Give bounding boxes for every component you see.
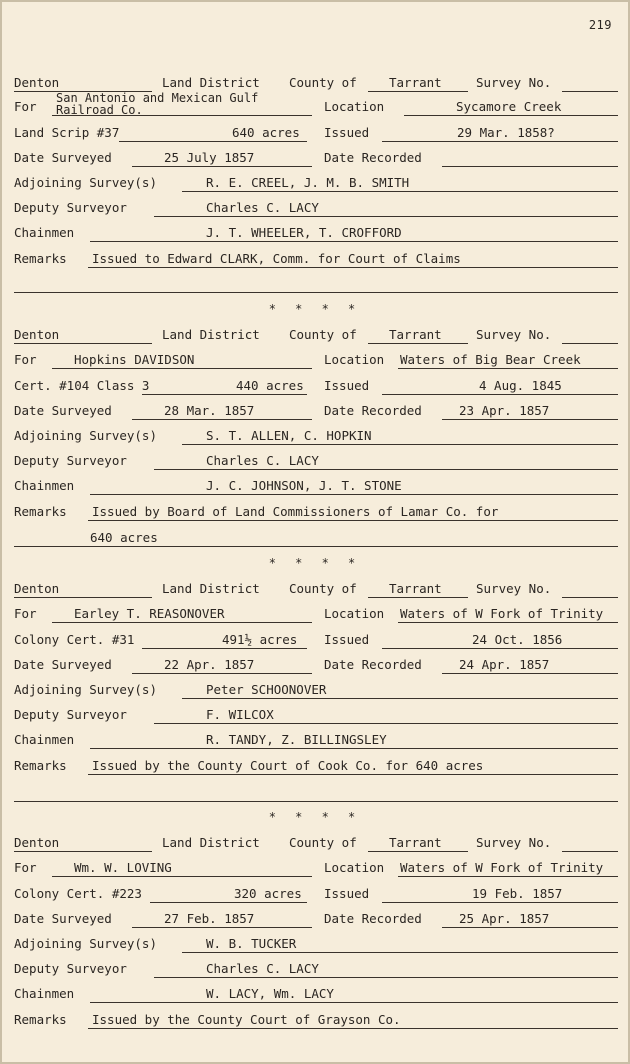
cert-row (14, 122, 618, 146)
deputy-value: F. WILCOX (206, 707, 274, 722)
adjoining-value: S. T. ALLEN, C. HOPKIN (206, 428, 372, 443)
county-value: Tarrant (389, 327, 442, 342)
district-value: Denton (14, 835, 60, 850)
land-district-label: Land District (162, 581, 260, 596)
cert-value: Cert. #104 Class 3 (14, 378, 150, 393)
district-row (14, 832, 618, 856)
county-label: County of (289, 327, 357, 342)
chainmen-row (14, 222, 618, 246)
remarks-row (14, 501, 618, 525)
date-surveyed-value: 25 July 1857 (164, 150, 255, 165)
district-value: Denton (14, 327, 60, 342)
cert-row (14, 375, 618, 399)
deputy-value: Charles C. LACY (206, 961, 319, 976)
chainmen-value: R. TANDY, Z. BILLINGSLEY (206, 732, 387, 747)
chainmen-label: Chainmen (14, 732, 75, 747)
date-recorded-value: 23 Apr. 1857 (459, 403, 550, 418)
acres-value: 440 acres (236, 378, 304, 393)
land-district-label: Land District (162, 327, 260, 342)
for-row (14, 603, 618, 627)
location-value: Waters of Big Bear Creek (400, 352, 581, 367)
deputy-row (14, 197, 618, 221)
for-row (14, 91, 618, 120)
remarks-row (14, 1009, 618, 1033)
deputy-value: Charles C. LACY (206, 453, 319, 468)
county-label: County of (289, 75, 357, 90)
remarks-value: Issued by Board of Land Commissioners of Lamar Co. for (92, 504, 499, 519)
date-surveyed-value: 22 Apr. 1857 (164, 657, 255, 672)
adjoining-label: Adjoining Survey(s) (14, 682, 157, 697)
dates-row (14, 908, 618, 932)
location-value: Waters of W Fork of Trinity (400, 606, 604, 621)
cert-value: Land Scrip #37 (14, 125, 120, 140)
county-value: Tarrant (389, 75, 442, 90)
adjoining-label: Adjoining Survey(s) (14, 428, 157, 443)
record-separator: * * * * (268, 810, 362, 824)
deputy-row (14, 450, 618, 474)
district-row (14, 578, 618, 602)
date-surveyed-label: Date Surveyed (14, 150, 112, 165)
date-recorded-label: Date Recorded (324, 150, 422, 165)
district-row (14, 324, 618, 348)
adjoining-row (14, 679, 618, 703)
date-surveyed-label: Date Surveyed (14, 911, 112, 926)
cert-row (14, 883, 618, 907)
county-value: Tarrant (389, 581, 442, 596)
date-surveyed-value: 28 Mar. 1857 (164, 403, 255, 418)
chainmen-value: J. T. WHEELER, T. CROFFORD (206, 225, 402, 240)
remarks-continuation: 640 acres (90, 530, 158, 545)
adjoining-value: Peter SCHOONOVER (206, 682, 327, 697)
remarks-value: Issued by the County Court of Cook Co. for 640 acres (92, 758, 484, 773)
adjoining-label: Adjoining Survey(s) (14, 175, 157, 190)
dates-row (14, 400, 618, 424)
deputy-label: Deputy Surveyor (14, 961, 127, 976)
dates-row (14, 654, 618, 678)
issued-label: Issued (324, 378, 370, 393)
date-recorded-label: Date Recorded (324, 403, 422, 418)
remarks-value: Issued by the County Court of Grayson Co. (92, 1012, 401, 1027)
location-value: Waters of W Fork of Trinity (400, 860, 604, 875)
date-surveyed-label: Date Surveyed (14, 403, 112, 418)
date-recorded-label: Date Recorded (324, 911, 422, 926)
cert-value: Colony Cert. #223 (14, 886, 142, 901)
issued-label: Issued (324, 632, 370, 647)
issued-label: Issued (324, 125, 370, 140)
acres-value: 320 acres (234, 886, 302, 901)
remarks-label: Remarks (14, 251, 67, 266)
chainmen-value: W. LACY, Wm. LACY (206, 986, 334, 1001)
page-number: 219 (588, 18, 612, 32)
survey-no-label: Survey No. (476, 581, 552, 596)
chainmen-row (14, 729, 618, 753)
survey-no-label: Survey No. (476, 327, 552, 342)
deputy-row (14, 958, 618, 982)
issued-value: 24 Oct. 1856 (472, 632, 563, 647)
for-label: For (14, 352, 37, 367)
county-label: County of (289, 835, 357, 850)
for-value: Wm. W. LOVING (74, 860, 172, 875)
district-value: Denton (14, 75, 60, 90)
deputy-label: Deputy Surveyor (14, 453, 127, 468)
remarks-row (14, 755, 618, 779)
adjoining-row (14, 933, 618, 957)
record-separator: * * * * (268, 556, 362, 570)
for-row (14, 349, 618, 373)
record-separator: * * * * (268, 302, 362, 316)
for-value: San Antonio and Mexican Gulf Railroad Co. (56, 91, 259, 117)
for-row (14, 857, 618, 881)
land-district-label: Land District (162, 835, 260, 850)
remarks-label: Remarks (14, 1012, 67, 1027)
issued-value: 19 Feb. 1857 (472, 886, 563, 901)
date-recorded-value: 24 Apr. 1857 (459, 657, 550, 672)
location-value: Sycamore Creek (456, 99, 562, 114)
land-district-label: Land District (162, 75, 260, 90)
adjoining-value: W. B. TUCKER (206, 936, 297, 951)
issued-label: Issued (324, 886, 370, 901)
issued-value: 4 Aug. 1845 (479, 378, 562, 393)
cert-value: Colony Cert. #31 (14, 632, 135, 647)
for-value: Hopkins DAVIDSON (74, 352, 195, 367)
adjoining-value: R. E. CREEL, J. M. B. SMITH (206, 175, 410, 190)
chainmen-value: J. C. JOHNSON, J. T. STONE (206, 478, 402, 493)
for-label: For (14, 606, 37, 621)
deputy-row (14, 704, 618, 728)
date-recorded-label: Date Recorded (324, 657, 422, 672)
deputy-label: Deputy Surveyor (14, 707, 127, 722)
chainmen-label: Chainmen (14, 478, 75, 493)
remarks-label: Remarks (14, 504, 67, 519)
adjoining-row (14, 425, 618, 449)
acres-value: 640 acres (232, 125, 300, 140)
chainmen-label: Chainmen (14, 986, 75, 1001)
acres-value: 491½ acres (222, 632, 298, 647)
remarks-label: Remarks (14, 758, 67, 773)
deputy-label: Deputy Surveyor (14, 200, 127, 215)
remarks-continuation-row (14, 273, 618, 297)
location-label: Location (324, 860, 385, 875)
remarks-value: Issued to Edward CLARK, Comm. for Court of Claims (92, 251, 461, 266)
issued-value: 29 Mar. 1858? (457, 125, 555, 140)
adjoining-row (14, 172, 618, 196)
date-recorded-value: 25 Apr. 1857 (459, 911, 550, 926)
remarks-continuation-row (14, 527, 618, 551)
dates-row (14, 147, 618, 171)
for-value: Earley T. REASONOVER (74, 606, 225, 621)
county-label: County of (289, 581, 357, 596)
for-label: For (14, 860, 37, 875)
adjoining-label: Adjoining Survey(s) (14, 936, 157, 951)
deputy-value: Charles C. LACY (206, 200, 319, 215)
chainmen-label: Chainmen (14, 225, 75, 240)
date-surveyed-value: 27 Feb. 1857 (164, 911, 255, 926)
date-surveyed-label: Date Surveyed (14, 657, 112, 672)
district-value: Denton (14, 581, 60, 596)
chainmen-row (14, 475, 618, 499)
for-label: For (14, 99, 37, 114)
location-label: Location (324, 352, 385, 367)
location-label: Location (324, 606, 385, 621)
survey-no-label: Survey No. (476, 75, 552, 90)
cert-row (14, 629, 618, 653)
location-label: Location (324, 99, 385, 114)
county-value: Tarrant (389, 835, 442, 850)
chainmen-row (14, 983, 618, 1007)
survey-no-label: Survey No. (476, 835, 552, 850)
remarks-row (14, 248, 618, 272)
remarks-continuation-row (14, 782, 618, 806)
